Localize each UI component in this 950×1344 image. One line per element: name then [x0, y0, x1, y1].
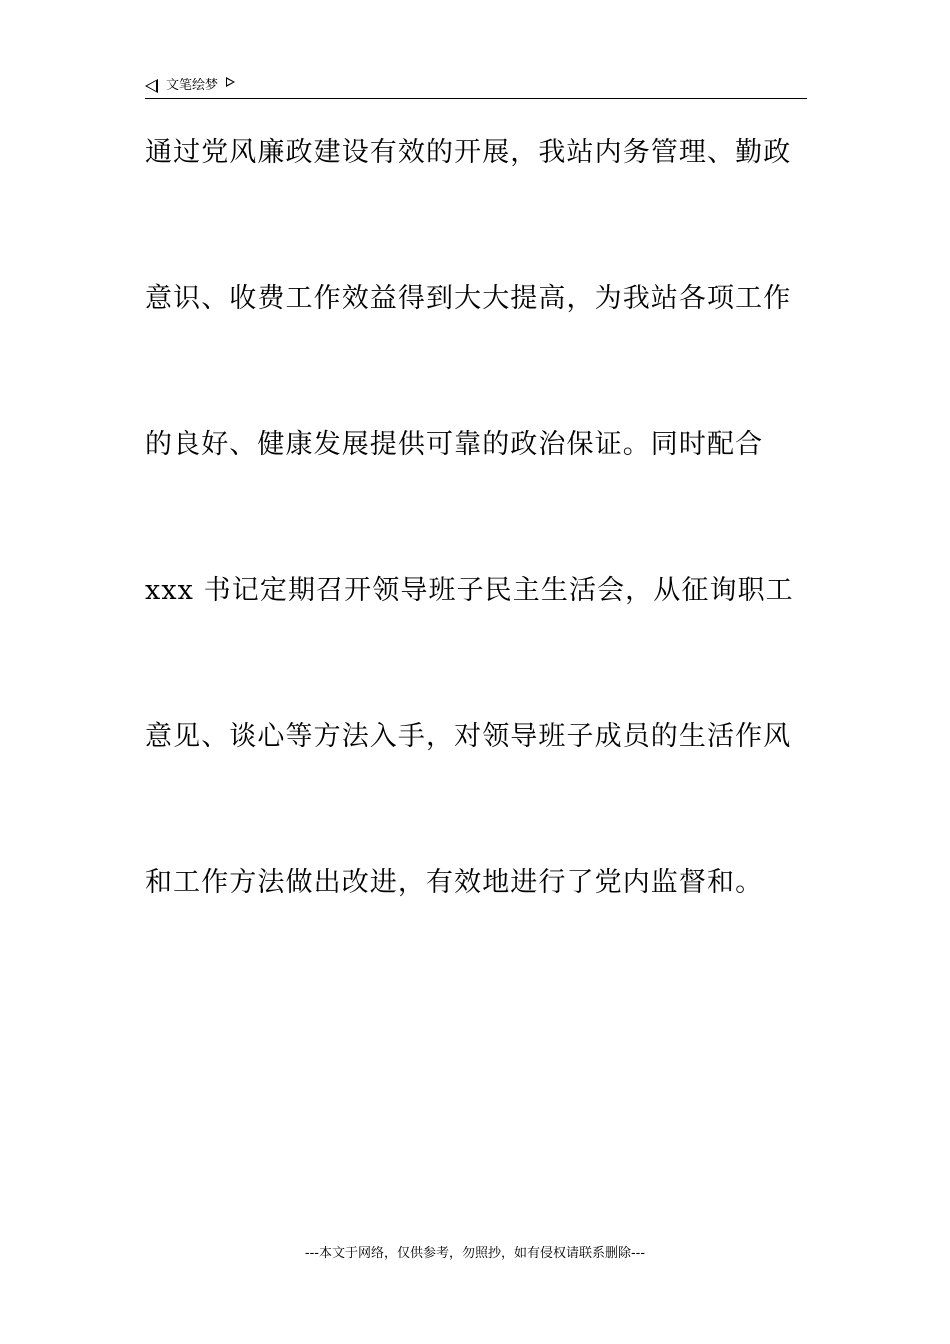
- page-footer: ---本文于网络，仅供参考，勿照抄，如有侵权请联系删除---: [304, 1246, 646, 1261]
- body-line: 意见、谈心等方法入手，对领导班子成员的生活作风: [145, 721, 792, 752]
- body-line: xxx 书记定期召开领导班子民主生活会，从征询职工: [145, 575, 794, 606]
- page-header: [145, 74, 807, 99]
- document-body: [145, 126, 810, 1002]
- triangle-left-icon: [145, 79, 158, 93]
- body-line: 意识、收费工作效益得到大大提高，为我站各项工作: [145, 283, 792, 314]
- body-line: 的良好、健康发展提供可靠的政治保证。同时配合: [145, 429, 764, 460]
- triangle-right-icon: [226, 77, 235, 87]
- body-line: 和工作方法做出改进，有效地进行了党内监督和。: [145, 867, 764, 898]
- header-brand: 文笔绘梦: [166, 78, 219, 93]
- body-line: 通过党风廉政建设有效的开展，我站内务管理、勤政: [145, 137, 792, 168]
